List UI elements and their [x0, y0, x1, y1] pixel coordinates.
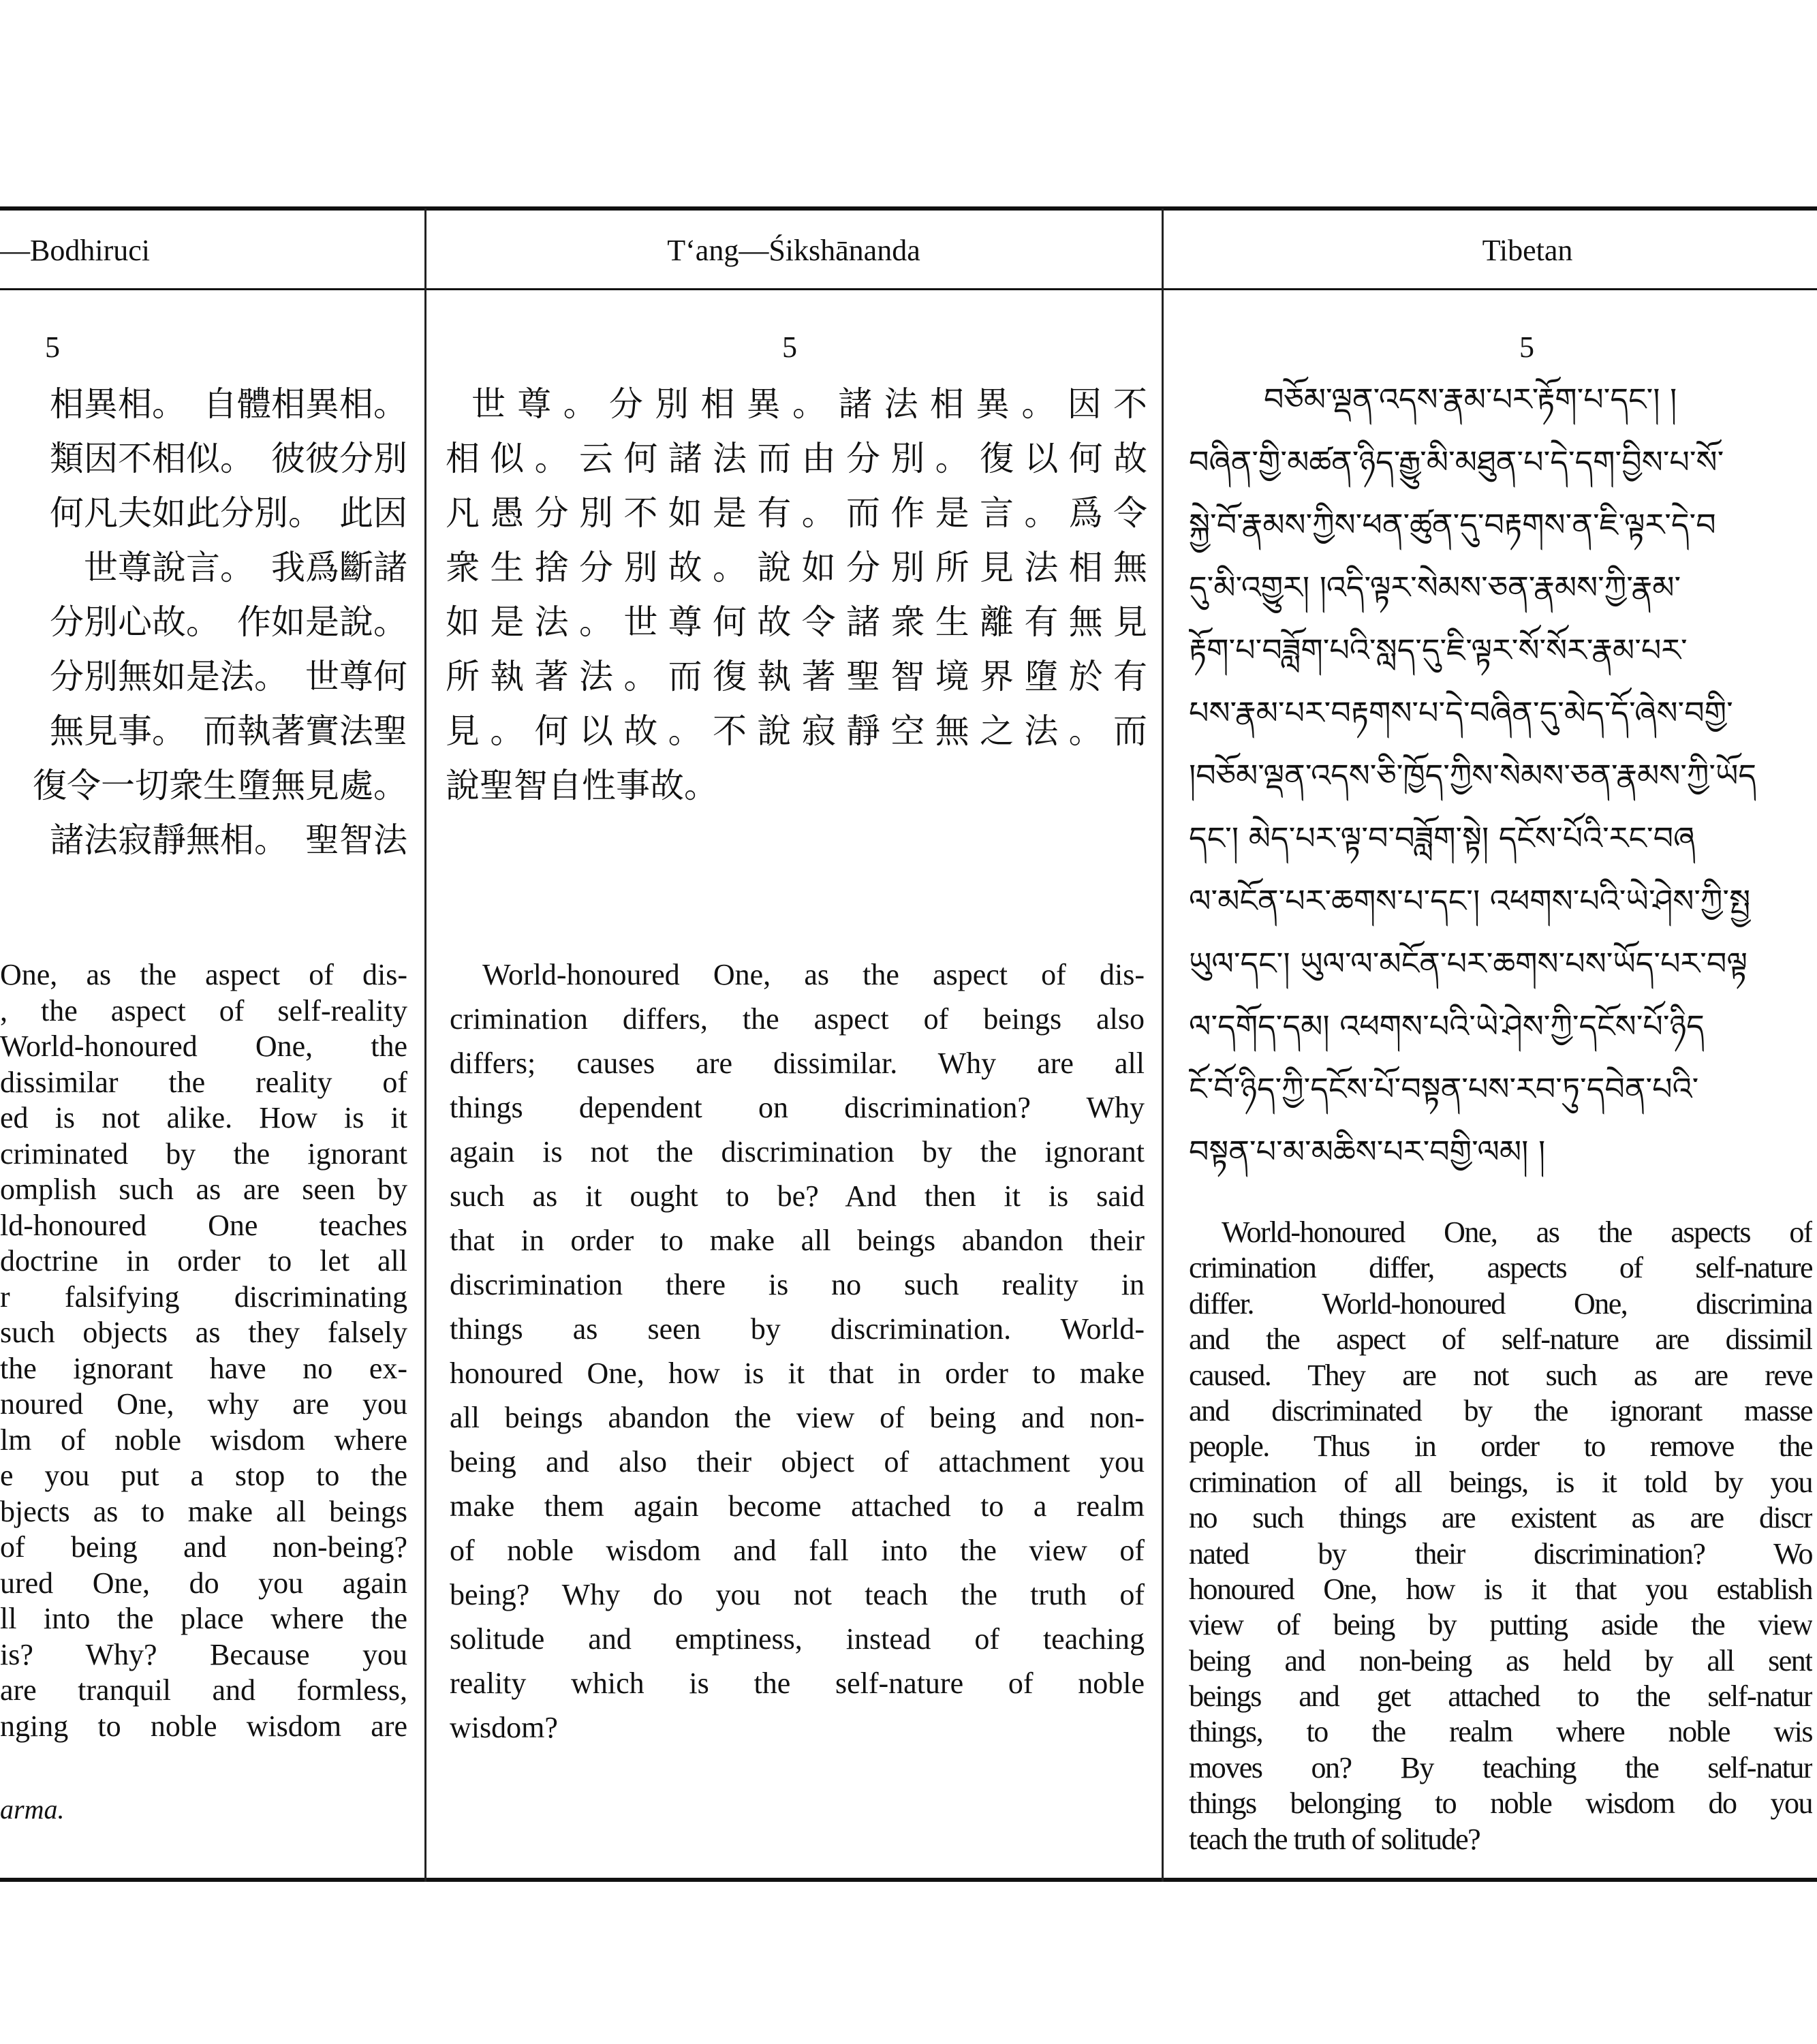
text-line: reality which is the self-nature of noble: [450, 1667, 1145, 1700]
text-line: 世尊說言。 我爲斷諸: [84, 548, 407, 587]
text-line: differs; causes are dissimilar. Why are all: [450, 1047, 1145, 1080]
text-line: 分別無如是法。 世尊何: [50, 657, 407, 696]
text-line: crimination of all beings, is it told by you: [1189, 1465, 1812, 1499]
text-line: being? Why do you not teach the truth of: [450, 1578, 1145, 1611]
text-line: 世尊。分別相異。諸法相異。因不: [471, 384, 1147, 424]
text-line: wisdom?: [450, 1711, 558, 1744]
text-line: is? Why? Because you: [0, 1637, 407, 1671]
text-line: crimination differ, aspects of self-nature: [1189, 1251, 1812, 1285]
text-line: and the aspect of self-nature are dissimil: [1189, 1322, 1812, 1357]
right-english-text: [1189, 1215, 1812, 1857]
section-number: 5: [45, 330, 60, 364]
text-line: 所執著法。而復執著聖智境界墮於有: [446, 657, 1147, 696]
text-line: things as seen by discrimination. World-: [450, 1312, 1145, 1346]
table-top-rule: [0, 206, 1817, 211]
text-line: ed is not alike. How is it: [0, 1101, 407, 1134]
column-header-sikshananda: T‘ang—Śikshānanda: [667, 234, 920, 267]
text-line: and discriminated by the ignorant masse: [1189, 1393, 1812, 1427]
column-divider: [1162, 208, 1164, 1882]
text-line: people. Thus in order to remove the: [1189, 1429, 1812, 1464]
text-line: honoured One, how is it that you establish: [1189, 1572, 1812, 1606]
text-line: all beings abandon the view of being and non-: [450, 1401, 1145, 1434]
text-line: ld-honoured One teaches: [0, 1208, 407, 1242]
text-line: no such things are existent as are discr: [1189, 1501, 1812, 1535]
left-english-text: [0, 957, 407, 1744]
text-line: teach the truth of solitude?: [1189, 1822, 1480, 1856]
text-line: view of being by putting aside the view: [1189, 1608, 1812, 1642]
text-line: 衆生捨分別故。說如分別所見法相無: [446, 548, 1147, 587]
text-line: doctrine in order to let all: [0, 1244, 407, 1278]
text-line: things dependent on discrimination? Why: [450, 1091, 1145, 1124]
text-line: are tranquil and formless,: [0, 1673, 407, 1707]
text-line: 說聖智自性事故。: [446, 766, 718, 805]
text-line: caused. They are not such as are reve: [1189, 1358, 1812, 1392]
text-line: One, as the aspect of dis-: [0, 958, 407, 991]
text-line: བསྟན་པ་མ་མཆིས་པར་བགྱི་ལམ། །: [1189, 1133, 1546, 1170]
text-line: 如是法。世尊何故令諸衆生離有無見: [446, 602, 1147, 642]
right-tibetan-text: [1189, 368, 1817, 1183]
text-line: differ. World-honoured One, discrimina: [1189, 1286, 1812, 1320]
text-line: ured One, do you again: [0, 1566, 407, 1600]
text-line: , the aspect of self-reality: [0, 993, 407, 1027]
text-line: being and non-being as held by all sent: [1189, 1643, 1812, 1677]
middle-english-text: [450, 953, 1145, 1750]
text-line: 相似。云何諸法而由分別。復以何故: [446, 439, 1147, 478]
header-rule: [0, 288, 1817, 290]
text-line: criminated by the ignorant: [0, 1136, 407, 1171]
text-line: things belonging to noble wisdom do you: [1189, 1786, 1812, 1821]
text-line: bjects as to make all beings: [0, 1494, 407, 1528]
left-chinese-text: [0, 377, 407, 867]
text-line: ངོ་བོ་ཉིད་ཀྱི་དངོས་པོ་བསྟན་པས་རབ་ཏུ་དབེན་པའི་: [1189, 1070, 1699, 1107]
text-line: such objects as they falsely: [0, 1316, 407, 1349]
text-line: སྐྱེ་བོ་རྣམས་ཀྱིས་ཕན་ཚུན་དུ་བརྟགས་ན་ཇི་ལྟར་དེ་བ: [1189, 506, 1716, 543]
text-line: 相異相。 自體相異相。: [50, 384, 407, 424]
text-line: noured One, why are you: [0, 1387, 407, 1421]
text-line: པས་རྣམ་པར་བརྟགས་པ་དེ་བཞིན་དུ་མེད་དོ་ཞེས་བགྱི་: [1189, 694, 1733, 731]
text-line: dissimilar the reality of: [0, 1065, 407, 1099]
text-line: such as it ought to be? And then it is said: [450, 1179, 1145, 1213]
text-line: བཅོམ་ལྡན་འདས་རྣམ་པར་རྟོག་པ་དང་། །: [1264, 381, 1677, 418]
text-line: of noble wisdom and fall into the view of: [450, 1534, 1145, 1567]
text-line: 類因不相似。 彼彼分別: [50, 439, 407, 478]
footnote: arma.: [0, 1794, 65, 1825]
text-line: e you put a stop to the: [0, 1459, 407, 1492]
text-line: ལ་མངོན་པར་ཆགས་པ་དང་། འཕགས་པའི་ཡེ་ཤེས་ཀྱི་སྤྱ: [1189, 882, 1751, 919]
column-header-bodhiruci: —Bodhiruci: [0, 234, 150, 267]
middle-chinese-text: [446, 377, 1147, 813]
text-line: crimination differs, the aspect of beings also: [450, 1002, 1145, 1036]
text-line: again is not the discrimination by the ignorant: [450, 1135, 1145, 1168]
text-line: དང་། མེད་པར་ལྟ་བ་བཟློག་སྟེ། དངོས་པོའི་རང་བཞ: [1189, 820, 1696, 856]
text-line: being and also their object of attachment you: [450, 1445, 1145, 1478]
text-line: ལ་དགོད་དམ། འཕགས་པའི་ཡེ་ཤེས་ཀྱི་དངོས་པོ་ཉིད: [1189, 1008, 1705, 1044]
text-line: 見。何以故。不說寂靜空無之法。而: [446, 711, 1147, 751]
text-line: 凡愚分別不如是有。而作是言。爲令: [446, 493, 1147, 533]
text-line: 何凡夫如此分別。 此因: [50, 493, 407, 533]
text-line: World-honoured One, the: [0, 1029, 407, 1063]
text-line: omplish such as are seen by: [0, 1173, 407, 1206]
text-line: 無見事。 而執著實法聖: [50, 711, 407, 751]
text-line: beings and get attached to the self-natur: [1189, 1679, 1812, 1714]
text-line: World-honoured One, as the aspect of dis-: [482, 958, 1145, 991]
text-line: 復令一切衆生墮無見處。: [33, 766, 407, 805]
text-line: the ignorant have no ex-: [0, 1351, 407, 1385]
text-line: དུ་མི་འགྱུར། །འདི་ལྟར་སེམས་ཅན་རྣམས་ཀྱི་རྣམ་: [1189, 569, 1681, 606]
text-line: solitude and emptiness, instead of teaching: [450, 1622, 1145, 1656]
text-line: of being and non-being?: [0, 1530, 407, 1564]
section-number: 5: [1519, 330, 1534, 364]
text-line: World-honoured One, as the aspects of: [1222, 1215, 1812, 1249]
text-line: make them again become attached to a realm: [450, 1489, 1145, 1523]
section-number: 5: [782, 330, 797, 364]
text-line: that in order to make all beings abandon their: [450, 1224, 1145, 1257]
text-line: ཡུལ་དང་། ཡུལ་ལ་མངོན་པར་ཆགས་པས་ཡོད་པར་བལྟ: [1189, 945, 1748, 982]
text-line: r falsifying discriminating: [0, 1280, 407, 1314]
text-line: 諸法寂靜無相。 聖智法: [50, 820, 407, 860]
text-line: things, to the realm where noble wis: [1189, 1715, 1812, 1749]
text-line: nging to noble wisdom are: [0, 1709, 407, 1743]
text-line: བཞིན་གྱི་མཚན་ཉིད་རྒྱུ་མི་མཐུན་པ་དེ་དག་བྱིས་པ་སོ་: [1189, 444, 1724, 480]
text-line: honoured One, how is it that in order to make: [450, 1357, 1145, 1390]
table-bottom-rule: [0, 1878, 1817, 1882]
text-line: ll into the place where the: [0, 1602, 407, 1635]
text-line: རྟོག་པ་བཟློག་པའི་སླད་དུ་ཇི་ལྟར་སོ་སོར་རྣམ་པར་: [1189, 632, 1688, 668]
column-divider: [424, 208, 426, 1882]
text-line: lm of noble wisdom where: [0, 1423, 407, 1457]
text-line: moves on? By teaching the self-natur: [1189, 1750, 1812, 1784]
column-header-tibetan: Tibetan: [1482, 234, 1573, 267]
text-line: nated by their discrimination? Wo: [1189, 1536, 1812, 1570]
text-line: །བཅོམ་ལྡན་འདས་ཅི་ཁྱོད་ཀྱིས་སེམས་ཅན་རྣམས་ཀྱི་ཡོད: [1189, 757, 1757, 794]
text-line: discrimination there is no such reality in: [450, 1268, 1145, 1301]
text-line: 分別心故。 作如是說。: [50, 602, 407, 642]
